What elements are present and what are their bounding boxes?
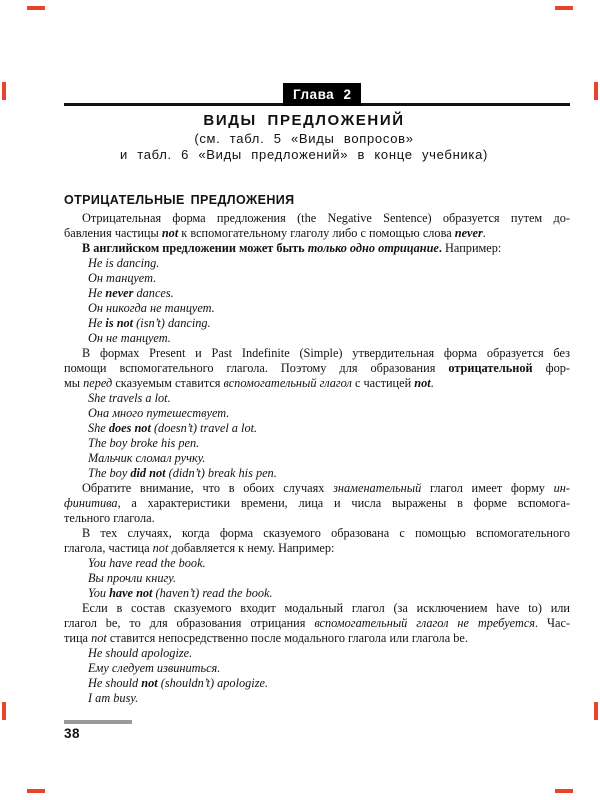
text-line — [64, 241, 570, 256]
text-run: (isn’t) dancing. — [133, 316, 211, 330]
text-run: (didn’t) break his pen. — [165, 466, 277, 480]
text-run: . — [482, 226, 486, 240]
text-run: фор- — [532, 361, 570, 375]
text-run: перед — [83, 376, 113, 390]
text-run: (doesn’t) travel a lot. — [150, 421, 258, 435]
text-run: (shouldn’t) apologize. — [157, 676, 269, 690]
example-line — [64, 316, 570, 331]
subtitle-line-2: и табл. 6 «Виды предложений» в конце учебника) — [119, 147, 489, 162]
crop-mark-top-right — [555, 6, 573, 10]
text-run: только одно отрицание — [307, 241, 439, 255]
text-run: вспомогательный глагол — [223, 376, 352, 390]
text-run: . — [438, 241, 442, 255]
example-line — [64, 256, 570, 271]
example-line — [64, 451, 570, 466]
text-run: помощи вспомогательного глагола. Поэтому для образования — [64, 361, 449, 375]
text-line — [64, 346, 570, 361]
text-run: did not — [130, 466, 166, 480]
crop-mark-left-lower — [2, 702, 6, 720]
text-run: к вспомогательному глаголу либо с помощью слова — [178, 226, 455, 240]
example-line — [64, 421, 570, 436]
text-run: You — [88, 586, 110, 600]
text-run: тица — [64, 631, 92, 645]
subtitle-line-1: (см. табл. 5 «Виды вопросов» — [194, 131, 414, 146]
text-run: She — [88, 421, 109, 435]
text-run: глагола, частица — [64, 541, 153, 555]
text-line — [64, 541, 570, 556]
text-run: not — [141, 676, 158, 690]
text-line — [64, 376, 570, 391]
page-header — [34, 111, 574, 163]
text-run: He — [88, 316, 106, 330]
text-line — [64, 616, 570, 631]
text-run: The boy broke his pen. — [88, 436, 200, 450]
example-line — [64, 556, 570, 571]
example-line — [64, 691, 570, 706]
text-run: never — [454, 226, 483, 240]
text-run: мы — [64, 376, 84, 390]
text-run: , а характеристики времени, лица и числа выражены в форме вспомога- — [117, 496, 570, 510]
text-run: сказуемым ставится — [112, 376, 224, 390]
text-run: Вы прочли книгу. — [88, 571, 177, 585]
text-run: not — [414, 376, 431, 390]
example-line — [64, 391, 570, 406]
crop-mark-right-upper — [594, 82, 598, 100]
text-line — [64, 601, 570, 616]
text-run: . Час- — [535, 616, 570, 630]
text-run: Если в состав сказуемого входит модальный глагол (за исключением have to) или — [82, 601, 570, 615]
text-run: does not — [108, 421, 151, 435]
text-line — [64, 526, 570, 541]
text-run: have not — [109, 586, 153, 600]
example-line — [64, 661, 570, 676]
text-run: dances. — [133, 286, 174, 300]
example-line — [64, 271, 570, 286]
text-line — [64, 631, 570, 646]
example-line — [64, 406, 570, 421]
text-line — [64, 481, 570, 496]
page-number: 38 — [64, 726, 81, 741]
text-run: ставится непосредственно после модального глагола или глагола be. — [106, 631, 468, 645]
example-line — [64, 586, 570, 601]
text-run: вспомогательный глагол не требуется — [314, 616, 536, 630]
text-run: He should — [88, 676, 142, 690]
text-run: He should apologize. — [88, 646, 193, 660]
text-run: Мальчик сломал ручку. — [88, 451, 206, 465]
example-line — [64, 646, 570, 661]
example-line — [64, 331, 570, 346]
chapter-badge: Глава 2 — [283, 83, 361, 106]
text-line — [64, 211, 570, 226]
crop-mark-bottom-right — [555, 789, 573, 793]
example-line — [64, 286, 570, 301]
text-run: Он не танцует. — [88, 331, 171, 345]
example-line — [64, 466, 570, 481]
text-run: В английском предложении может быть — [82, 241, 308, 255]
example-line — [64, 301, 570, 316]
text-run: тельного глагола. — [64, 511, 155, 525]
text-run: (haven’t) read the book. — [152, 586, 273, 600]
text-run: Например: — [441, 241, 502, 255]
footer-bar — [64, 720, 132, 724]
section-heading: ОТРИЦАТЕЛЬНЫЕ ПРЕДЛОЖЕНИЯ — [64, 193, 295, 207]
crop-mark-top-left — [27, 6, 45, 10]
text-line — [64, 226, 570, 241]
crop-mark-bottom-left — [27, 789, 45, 793]
text-run: is not — [105, 316, 134, 330]
text-run: ин- — [553, 481, 570, 495]
text-run: бавления частицы — [64, 226, 162, 240]
text-run: He is dancing. — [88, 256, 160, 270]
text-run: not — [152, 541, 169, 555]
text-run: знаменательный — [333, 481, 422, 495]
text-run: She travels a lot. — [88, 391, 171, 405]
text-run: The boy — [88, 466, 131, 480]
text-run: You have read the book. — [88, 556, 206, 570]
text-run: not — [91, 631, 107, 645]
text-run: never — [105, 286, 134, 300]
page-title: ВИДЫ ПРЕДЛОЖЕНИЙ — [203, 112, 405, 129]
example-line — [64, 436, 570, 451]
example-line — [64, 571, 570, 586]
text-run: добавляется к нему. Например: — [168, 541, 335, 555]
text-line — [64, 361, 570, 376]
crop-mark-right-lower — [594, 702, 598, 720]
text-run: финитива — [64, 496, 118, 510]
text-line — [64, 511, 570, 526]
text-run: Отрицательная форма предложения (the Negative Sentence) образуется путем до- — [82, 211, 570, 225]
text-run: отрицательной — [448, 361, 533, 375]
text-run: глагол be, то для образования отрицания — [64, 616, 315, 630]
text-run: с частицей — [351, 376, 415, 390]
example-line — [64, 676, 570, 691]
text-run: Она много путешествует. — [88, 406, 230, 420]
text-run: . — [430, 376, 434, 390]
text-run: В формах Present и Past Indefinite (Simple) утвердительная форма образуется без — [82, 346, 570, 360]
text-run: not — [161, 226, 179, 240]
body-text — [64, 211, 570, 706]
text-run: Он танцует. — [88, 271, 157, 285]
text-run: Обратите внимание, что в обоих случаях — [82, 481, 334, 495]
text-run: В тех случаях, когда форма сказуемого образована с помощью вспомогательного — [82, 526, 570, 540]
text-run: Он никогда не танцует. — [88, 301, 215, 315]
text-run: He — [88, 286, 106, 300]
text-line — [64, 496, 570, 511]
text-run: I am busy. — [88, 691, 139, 705]
text-run: Ему следует извиниться. — [88, 661, 221, 675]
text-run: глагол имеет форму — [421, 481, 554, 495]
crop-mark-left-upper — [2, 82, 6, 100]
